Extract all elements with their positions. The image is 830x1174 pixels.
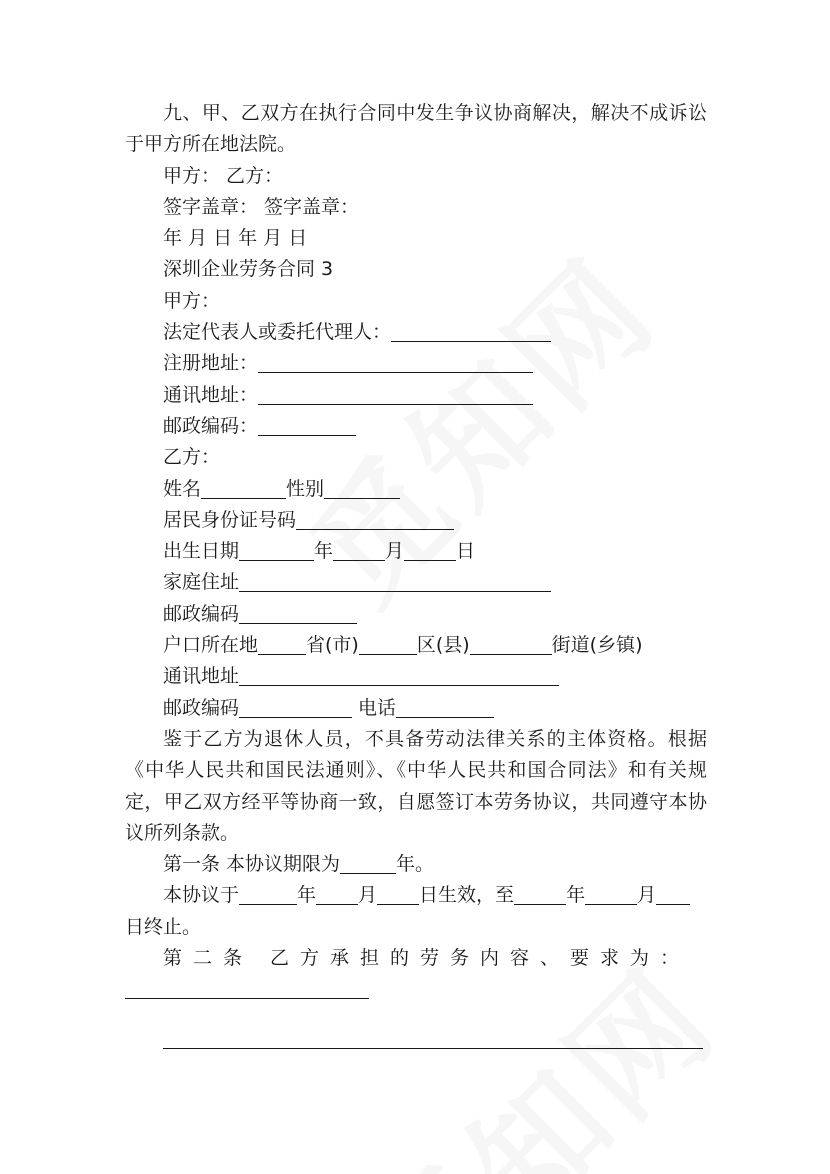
- id-number-field: [125, 505, 707, 536]
- year-label: 年: [314, 540, 334, 563]
- end-year-label: 年: [566, 884, 586, 907]
- mail-address-label: 通讯地址：: [163, 383, 259, 406]
- birth-year-blank[interactable]: [239, 538, 314, 561]
- street-blank[interactable]: [470, 632, 552, 655]
- id-number-label: 居民身份证号码: [163, 508, 297, 531]
- article-two: 第二条 乙方承担的劳务内容、要求为：: [163, 947, 691, 970]
- legal-rep-label: 法定代表人或委托代理人：: [163, 321, 392, 344]
- article-one: [125, 849, 707, 880]
- district-label: 区(县): [416, 634, 470, 657]
- mail-address-b-blank[interactable]: [239, 663, 559, 686]
- start-year-blank[interactable]: [239, 882, 297, 905]
- end-day-blank[interactable]: [656, 882, 690, 905]
- home-address-label: 家庭住址: [163, 571, 240, 594]
- gender-blank[interactable]: [324, 476, 400, 499]
- signature-labels: 签字盖章： 签字盖章：: [163, 195, 360, 218]
- term-years-blank[interactable]: [340, 851, 396, 874]
- start-day-blank[interactable]: [377, 882, 419, 905]
- start-day-label: 日生效，至: [419, 884, 515, 907]
- postcode-b-blank[interactable]: [239, 601, 357, 624]
- reg-address-blank[interactable]: [258, 350, 533, 373]
- postcode-phone-field: [125, 693, 707, 724]
- mail-address-b-field: [125, 661, 707, 692]
- effective-label: 本协议于: [163, 884, 240, 907]
- article-two-extra-blank[interactable]: [163, 1026, 703, 1049]
- home-address-field: [125, 567, 707, 598]
- legal-rep-field: [125, 317, 707, 348]
- birth-date-field: [125, 536, 707, 567]
- postcode-c-label: 邮政编码: [163, 696, 240, 719]
- birth-date-label: 出生日期: [163, 540, 240, 563]
- household-field: [125, 630, 707, 661]
- home-address-blank[interactable]: [239, 569, 551, 592]
- party-labels: 甲方： 乙方：: [163, 164, 284, 187]
- birth-month-blank[interactable]: [333, 538, 385, 561]
- postcode-blank[interactable]: [258, 413, 356, 436]
- postcode-c-blank[interactable]: [239, 695, 352, 718]
- mail-address-blank[interactable]: [258, 382, 533, 405]
- phone-blank[interactable]: [396, 695, 494, 718]
- reg-address-label: 注册地址：: [163, 352, 259, 375]
- start-month-label: 月: [358, 884, 378, 907]
- postcode-field: [125, 411, 707, 442]
- id-number-blank[interactable]: [296, 507, 454, 530]
- contract-body: [125, 98, 707, 1055]
- term-years-suffix: 年。: [396, 853, 435, 876]
- party-a-label: 甲方：: [163, 289, 221, 312]
- end-month-label: 月: [637, 884, 657, 907]
- day-label: 日: [456, 540, 476, 563]
- mail-address-b-label: 通讯地址: [163, 665, 240, 688]
- name-blank[interactable]: [201, 476, 286, 499]
- province-blank[interactable]: [258, 632, 306, 655]
- end-day-label: 日终止。: [125, 915, 202, 938]
- end-month-blank[interactable]: [585, 882, 637, 905]
- clause-nine: 九、甲、乙双方在执行合同中发生争议协商解决，解决不成诉讼于甲方所在地法院。: [125, 102, 707, 156]
- postcode-b-field: [125, 599, 707, 630]
- street-label: 街道(乡镇): [551, 634, 643, 657]
- preamble-paragraph: 鉴于乙方为退休人员，不具备劳动法律关系的主体资格。根据《中华人民共和国民法通则》、《中华人民共和国合同法》和有关规定，甲乙双方经平等协商一致，自愿签订本劳务协议，共同遵守本协议所列条款。: [125, 727, 707, 844]
- phone-label: 电话: [352, 696, 397, 719]
- legal-rep-blank[interactable]: [391, 319, 551, 342]
- postcode-label: 邮政编码：: [163, 414, 259, 437]
- article-two-extra-row: [125, 1024, 707, 1055]
- start-month-blank[interactable]: [316, 882, 358, 905]
- mail-address-field: [125, 380, 707, 411]
- province-label: 省(市): [306, 634, 359, 657]
- effective-period: [125, 880, 707, 943]
- reg-address-field: [125, 348, 707, 379]
- gender-label: 性别: [286, 477, 325, 500]
- birth-day-blank[interactable]: [404, 538, 456, 561]
- name-label: 姓名: [163, 477, 202, 500]
- household-label: 户口所在地: [163, 634, 259, 657]
- article-two-blank-row: [125, 974, 707, 1005]
- name-gender-field: [125, 474, 707, 505]
- end-year-blank[interactable]: [514, 882, 566, 905]
- spacer: [125, 1006, 707, 1024]
- start-year-label: 年: [297, 884, 317, 907]
- contract-title: 深圳企业劳务合同 3: [163, 258, 334, 281]
- district-blank[interactable]: [359, 632, 417, 655]
- postcode-b-label: 邮政编码: [163, 602, 240, 625]
- article-one-label: 第一条 本协议期限为: [163, 853, 341, 876]
- article-two-blank[interactable]: [125, 976, 369, 999]
- date-labels: 年 月 日 年 月 日: [163, 227, 308, 250]
- party-b-label: 乙方：: [163, 446, 221, 469]
- month-label: 月: [385, 540, 405, 563]
